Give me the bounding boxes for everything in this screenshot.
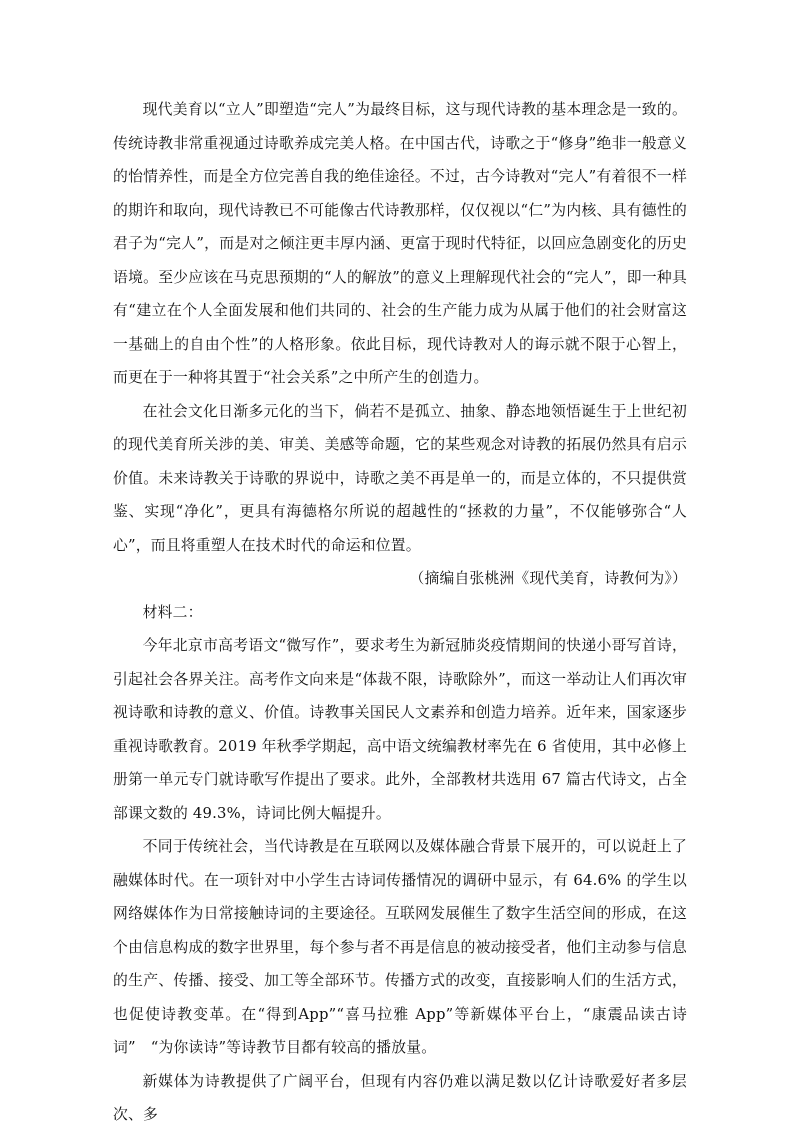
- paragraph-2: 在社会文化日渐多元化的当下，倘若不是孤立、抽象、静态地领悟诞生于上世纪初的现代美育所关涉的美、审美、美感等命题，它的某些观念对诗教的拓展仍然具有启示价值。未来诗教关于诗歌的界说中，诗歌之美不再是单一的，而是立体的，不只提供赏鉴、实现“净化”，更具有海德格尔所说的超越性的“拯救的力量”，不仅能够弥合“人心”，而且将重塑人在技术时代的命运和位置。: [113, 402, 687, 554]
- paragraph-4: 不同于传统社会，当代诗教是在互联网以及媒体融合背景下展开的，可以说赶上了融媒体时代。在一项针对中小学生古诗词传播情况的调研中显示，有 64.6% 的学生以网络媒体作为日常接触诗词的主要途径。互联网发展催生了数字生活空间的形成，在这个由信息构成的数字世界里，每个参与者不再是信息的被动接受者，他们主动参与信息的生产、传播、接受、加工等全部环节。传播方式的改变，直接影响人们的生活方式，也促使诗教变革。在“得到App”“喜马拉雅 App”等新媒体平台上，“康震品读古诗词” “为你读诗”等诗教节目都有较高的播放量。: [113, 838, 687, 1056]
- paragraph-5: 新媒体为诗教提供了广阔平台，但现有内容仍难以满足数以亿计诗歌爱好者多层次、多: [113, 1072, 687, 1123]
- paragraph-1: 现代美育以“立人”即塑造“完人”为最终目标，这与现代诗教的基本理念是一致的。传统诗教非常重视通过诗歌养成完美人格。在中国古代，诗歌之于“修身”绝非一般意义的怡情养性，而是全方位完善自我的绝佳途径。不过，古今诗教对“完人”有着很不一样的期许和取向，现代诗教已不可能像古代诗教那样，仅仅视以“仁”为内核、具有德性的君子为“完人”，而是对之倾注更丰厚内涵、更富于现时代特征，以回应急剧变化的历史语境。至少应该在马克思预期的“人的解放”的意义上理解现代社会的“完人”，即一种具有“建立在个人全面发展和他们共同的、社会的生产能力成为从属于他们的社会财富这一基础上的自由个性”的人格形象。依此目标，现代诗教对人的诲示就不限于心智上，而更在于一种将其置于“社会关系”之中所产生的创造力。: [113, 101, 687, 386]
- document-page: [113, 93, 687, 1132]
- material-heading: 材料二：: [142, 603, 203, 621]
- source-citation: （摘编自张桃洲《现代美育，诗教何为》）: [409, 570, 687, 587]
- paragraph-3: 今年北京市高考语文“微写作”，要求考生为新冠肺炎疫情期间的快递小哥写首诗，引起社会各界关注。高考作文向来是“体裁不限，诗歌除外”，而这一举动让人们再次审视诗歌和诗教的意义、价值。诗教事关国民人文素养和创造力培养。近年来，国家逐步重视诗歌教育。2019 年秋季学期起，高中语文统编教材率先在 6 省使用，其中必修上册第一单元专门就诗歌写作提出了要求。此外，全部教材共选用 67 篇古代诗文，占全部课文数的 49.3%，诗词比例大幅提升。: [113, 637, 687, 822]
